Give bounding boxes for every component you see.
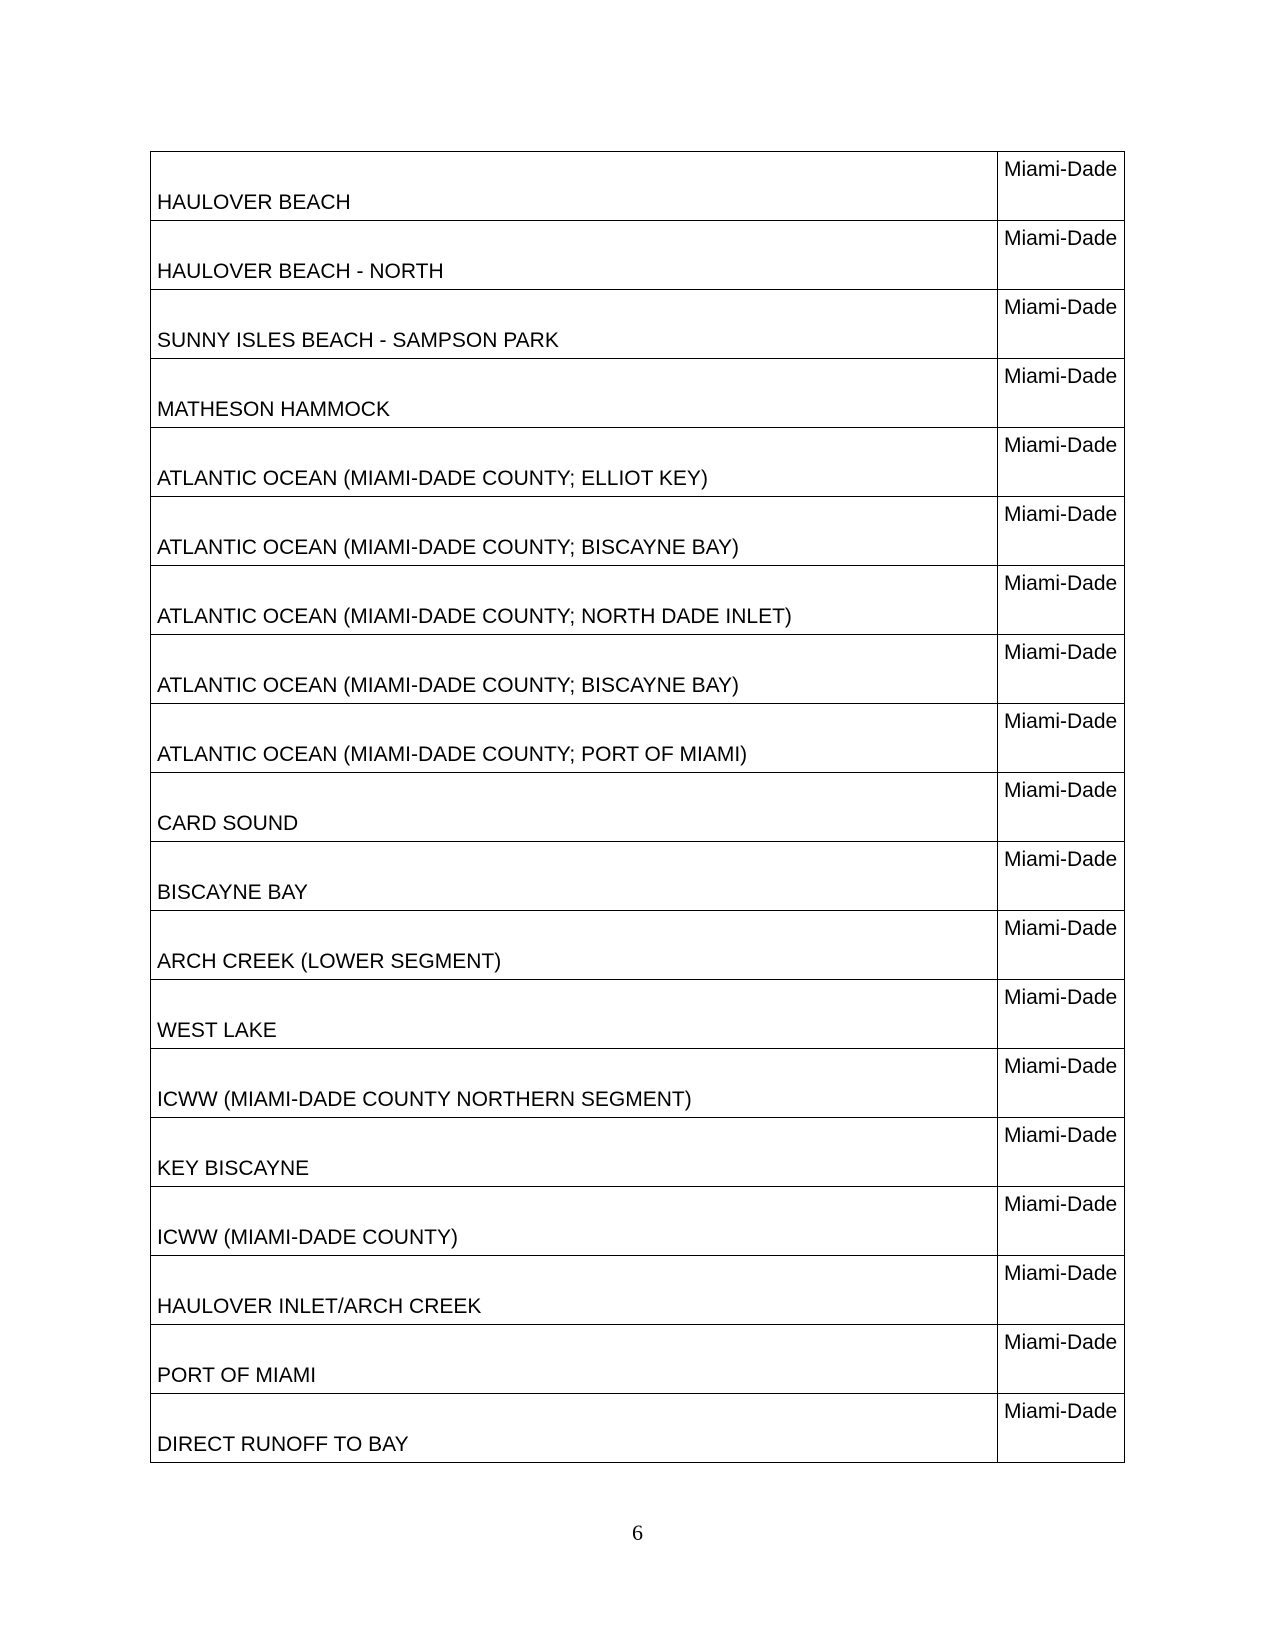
table-row bbox=[151, 497, 1125, 566]
waterbody-name-cell: ATLANTIC OCEAN (MIAMI-DADE COUNTY; ELLIOT KEY) bbox=[151, 428, 998, 497]
waterbody-name-cell: HAULOVER BEACH - NORTH bbox=[151, 221, 998, 290]
table-row bbox=[151, 428, 1125, 497]
county-cell: Miami-Dade bbox=[998, 1256, 1125, 1325]
county-cell: Miami-Dade bbox=[998, 911, 1125, 980]
waterbody-name-cell: HAULOVER BEACH bbox=[151, 152, 998, 221]
table-row bbox=[151, 221, 1125, 290]
waterbody-name-cell: ARCH CREEK (LOWER SEGMENT) bbox=[151, 911, 998, 980]
county-cell: Miami-Dade bbox=[998, 359, 1125, 428]
waterbody-name-cell: CARD SOUND bbox=[151, 773, 998, 842]
table-row bbox=[151, 980, 1125, 1049]
county-cell: Miami-Dade bbox=[998, 1118, 1125, 1187]
waterbody-name-cell: ATLANTIC OCEAN (MIAMI-DADE COUNTY; PORT OF MIAMI) bbox=[151, 704, 998, 773]
waterbody-name-cell: ATLANTIC OCEAN (MIAMI-DADE COUNTY; BISCAYNE BAY) bbox=[151, 635, 998, 704]
table-row bbox=[151, 773, 1125, 842]
county-cell: Miami-Dade bbox=[998, 1049, 1125, 1118]
county-cell: Miami-Dade bbox=[998, 152, 1125, 221]
waterbody-name-cell: SUNNY ISLES BEACH - SAMPSON PARK bbox=[151, 290, 998, 359]
county-cell: Miami-Dade bbox=[998, 290, 1125, 359]
waterbody-name-cell: HAULOVER INLET/ARCH CREEK bbox=[151, 1256, 998, 1325]
county-cell: Miami-Dade bbox=[998, 428, 1125, 497]
table-row bbox=[151, 704, 1125, 773]
waterbody-name-cell: ATLANTIC OCEAN (MIAMI-DADE COUNTY; NORTH DADE INLET) bbox=[151, 566, 998, 635]
county-cell: Miami-Dade bbox=[998, 980, 1125, 1049]
county-cell: Miami-Dade bbox=[998, 497, 1125, 566]
county-cell: Miami-Dade bbox=[998, 773, 1125, 842]
county-cell: Miami-Dade bbox=[998, 842, 1125, 911]
table-row bbox=[151, 359, 1125, 428]
waterbody-name-cell: ICWW (MIAMI-DADE COUNTY NORTHERN SEGMENT) bbox=[151, 1049, 998, 1118]
county-cell: Miami-Dade bbox=[998, 221, 1125, 290]
table-row bbox=[151, 1049, 1125, 1118]
waterbody-name-cell: BISCAYNE BAY bbox=[151, 842, 998, 911]
page-number: 6 bbox=[632, 1520, 643, 1545]
table-body bbox=[151, 152, 1125, 1463]
county-cell: Miami-Dade bbox=[998, 704, 1125, 773]
table-row bbox=[151, 1187, 1125, 1256]
county-cell: Miami-Dade bbox=[998, 1325, 1125, 1394]
table-row bbox=[151, 290, 1125, 359]
waterbody-name-cell: ICWW (MIAMI-DADE COUNTY) bbox=[151, 1187, 998, 1256]
table-row bbox=[151, 1256, 1125, 1325]
county-cell: Miami-Dade bbox=[998, 566, 1125, 635]
waterbody-name-cell: WEST LAKE bbox=[151, 980, 998, 1049]
county-cell: Miami-Dade bbox=[998, 1394, 1125, 1463]
county-cell: Miami-Dade bbox=[998, 635, 1125, 704]
table-row bbox=[151, 842, 1125, 911]
table-row bbox=[151, 1394, 1125, 1463]
table-row bbox=[151, 635, 1125, 704]
table-row bbox=[151, 566, 1125, 635]
table-row bbox=[151, 152, 1125, 221]
waterbody-name-cell: ATLANTIC OCEAN (MIAMI-DADE COUNTY; BISCAYNE BAY) bbox=[151, 497, 998, 566]
waterbody-name-cell: DIRECT RUNOFF TO BAY bbox=[151, 1394, 998, 1463]
table-row bbox=[151, 1325, 1125, 1394]
waterbody-name-cell: KEY BISCAYNE bbox=[151, 1118, 998, 1187]
waterbody-table bbox=[150, 151, 1125, 1463]
waterbody-name-cell: MATHESON HAMMOCK bbox=[151, 359, 998, 428]
waterbody-name-cell: PORT OF MIAMI bbox=[151, 1325, 998, 1394]
table-row bbox=[151, 911, 1125, 980]
county-cell: Miami-Dade bbox=[998, 1187, 1125, 1256]
table-row bbox=[151, 1118, 1125, 1187]
